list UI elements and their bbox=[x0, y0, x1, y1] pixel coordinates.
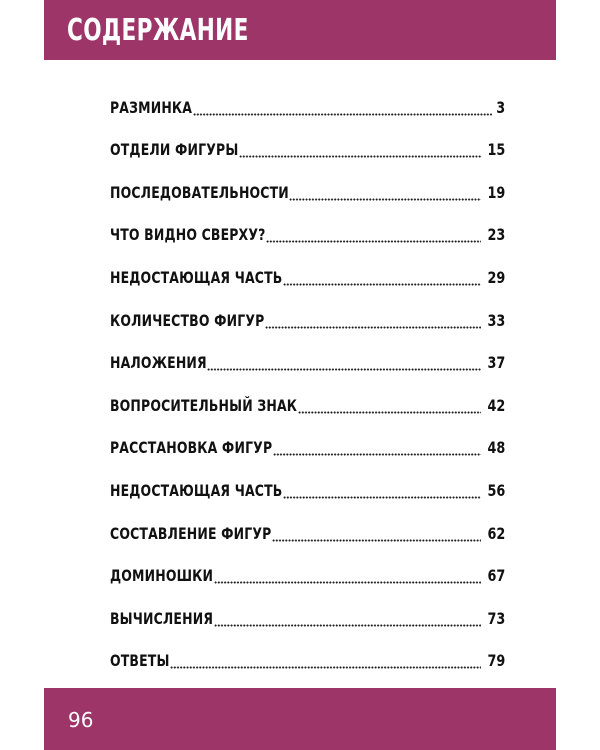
toc-entry-label: НАЛОЖЕНИЯ bbox=[110, 353, 207, 373]
toc-entry-label-wrap bbox=[110, 311, 265, 340]
dot-leader bbox=[214, 617, 481, 627]
dot-leader bbox=[298, 404, 481, 414]
toc-entry-label: ОТДЕЛИ ФИГУРЫ bbox=[110, 140, 239, 160]
toc-entry-label: ВОПРОСИТЕЛЬНЫЙ ЗНАК bbox=[110, 395, 298, 415]
table-of-contents bbox=[110, 84, 505, 680]
toc-entry[interactable] bbox=[110, 553, 505, 596]
page-title: СОДЕРЖАНИЕ bbox=[67, 13, 249, 48]
toc-entry-label: ПОСЛЕДОВАТЕЛЬНОСТИ bbox=[110, 182, 289, 202]
dot-leader bbox=[273, 446, 481, 456]
toc-entry-label: ОТВЕТЫ bbox=[110, 651, 170, 671]
toc-entry-label-wrap bbox=[110, 524, 272, 553]
toc-entry-label-wrap bbox=[110, 98, 193, 127]
dot-leader bbox=[170, 659, 481, 669]
toc-entry-label-wrap bbox=[110, 183, 289, 212]
toc-entry-label-wrap bbox=[110, 268, 283, 297]
page-number: 96 bbox=[68, 708, 94, 732]
toc-entry-label: СОСТАВЛЕНИЕ ФИГУР bbox=[110, 523, 272, 543]
toc-entry[interactable] bbox=[110, 425, 505, 468]
toc-entry-label-wrap bbox=[110, 225, 266, 254]
toc-entry-page-number: 79 bbox=[487, 651, 505, 671]
toc-entry[interactable] bbox=[110, 638, 505, 681]
toc-entry-label: РАССТАНОВКА ФИГУР bbox=[110, 438, 273, 458]
toc-entry[interactable] bbox=[110, 467, 505, 510]
toc-entry-label: ЧТО ВИДНО СВЕРХУ? bbox=[110, 225, 266, 245]
toc-entry[interactable] bbox=[110, 212, 505, 255]
toc-entry-label: НЕДОСТАЮЩАЯ ЧАСТЬ bbox=[110, 267, 283, 287]
toc-entry[interactable] bbox=[110, 340, 505, 383]
footer-band bbox=[44, 688, 556, 750]
toc-entry-label: РАЗМИНКА bbox=[110, 97, 193, 117]
toc-entry-page-number: 23 bbox=[487, 225, 505, 245]
dot-leader bbox=[239, 148, 481, 158]
toc-entry[interactable] bbox=[110, 84, 505, 127]
toc-entry-label-wrap bbox=[110, 396, 298, 425]
toc-entry-page-number: 48 bbox=[487, 438, 505, 458]
toc-entry-label: КОЛИЧЕСТВО ФИГУР bbox=[110, 310, 265, 330]
toc-entry-page-number: 62 bbox=[487, 523, 505, 543]
toc-entry-label-wrap bbox=[110, 140, 239, 169]
toc-entry[interactable] bbox=[110, 169, 505, 212]
toc-entry-page-number: 3 bbox=[496, 97, 505, 117]
toc-entry-label-wrap bbox=[110, 566, 214, 595]
dot-leader bbox=[266, 233, 481, 243]
toc-entry[interactable] bbox=[110, 382, 505, 425]
dot-leader bbox=[193, 106, 492, 116]
toc-entry[interactable] bbox=[110, 297, 505, 340]
dot-leader bbox=[289, 191, 481, 201]
toc-entry-label-wrap bbox=[110, 438, 273, 467]
toc-entry-page-number: 56 bbox=[487, 480, 505, 500]
toc-entry[interactable] bbox=[110, 510, 505, 553]
toc-entry[interactable] bbox=[110, 595, 505, 638]
toc-entry-page-number: 73 bbox=[487, 608, 505, 628]
dot-leader bbox=[214, 574, 481, 584]
toc-entry[interactable] bbox=[110, 254, 505, 297]
toc-entry-label: НЕДОСТАЮЩАЯ ЧАСТЬ bbox=[110, 480, 283, 500]
toc-entry-page-number: 37 bbox=[487, 353, 505, 373]
toc-entry-page-number: 19 bbox=[487, 182, 505, 202]
toc-entry-label-wrap bbox=[110, 651, 170, 680]
toc-entry-label: ДОМИНОШКИ bbox=[110, 566, 214, 586]
dot-leader bbox=[265, 319, 481, 329]
toc-entry-page-number: 29 bbox=[487, 267, 505, 287]
dot-leader bbox=[207, 361, 481, 371]
toc-entry-label-wrap bbox=[110, 353, 207, 382]
dot-leader bbox=[283, 489, 481, 499]
toc-entry-page-number: 15 bbox=[487, 140, 505, 160]
dot-leader bbox=[272, 532, 481, 542]
toc-entry-page-number: 33 bbox=[487, 310, 505, 330]
toc-entry-page-number: 67 bbox=[487, 566, 505, 586]
toc-entry-label-wrap bbox=[110, 481, 283, 510]
toc-entry-label: ВЫЧИСЛЕНИЯ bbox=[110, 608, 214, 628]
toc-entry[interactable] bbox=[110, 127, 505, 170]
dot-leader bbox=[283, 276, 481, 286]
toc-entry-page-number: 42 bbox=[487, 395, 505, 415]
toc-entry-label-wrap bbox=[110, 609, 214, 638]
